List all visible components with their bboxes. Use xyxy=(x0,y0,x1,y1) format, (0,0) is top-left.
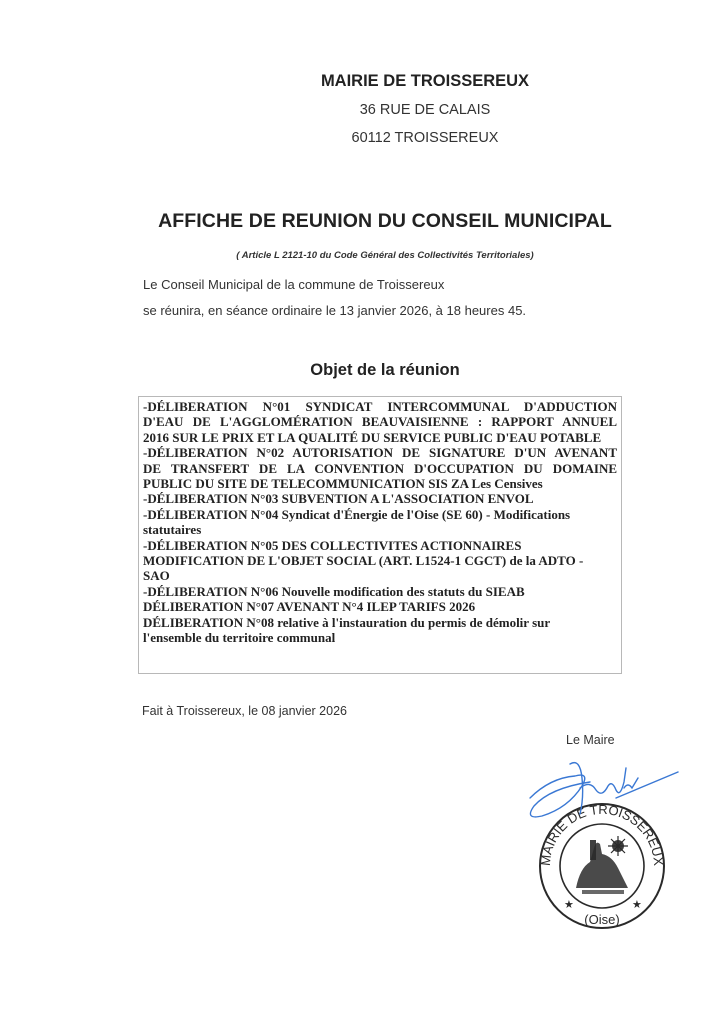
signatory-title: Le Maire xyxy=(566,733,615,747)
legal-reference: ( Article L 2121-10 du Code Général des Collectivités Territoriales) xyxy=(236,250,534,261)
stamp-svg xyxy=(520,758,690,934)
agenda-line: MODIFICATION DE L'OBJET SOCIAL (ART. L1524-1 CGCT) de la ADTO - xyxy=(143,553,584,569)
organization-name: MAIRIE DE TROISSEREUX xyxy=(320,72,530,90)
marianne-emblem-icon xyxy=(576,836,628,894)
place-and-date: Fait à Troissereux, le 08 janvier 2026 xyxy=(142,704,347,718)
intro-line-2: se réunira, en séance ordinaire le 13 janvier 2026, à 18 heures 45. xyxy=(143,303,527,318)
stamp-seal xyxy=(538,802,666,928)
agenda-line: DÉLIBERATION N°07 AVENANT N°4 ILEP TARIFS 2026 xyxy=(143,599,476,615)
star-icon: ★ xyxy=(632,899,642,911)
agenda-line: SAO xyxy=(143,568,170,584)
agenda-line: -DÉLIBERATION N°03 SUBVENTION A L'ASSOCIATION ENVOL xyxy=(143,491,534,507)
agenda-line: -DÉLIBERATION N°04 Syndicat d'Énergie de l'Oise (SE 60) - Modifications xyxy=(143,506,571,522)
intro-line-1: Le Conseil Municipal de la commune de Troissereux xyxy=(143,277,445,292)
stamp-text-top: MAIRIE DE TROISSEREUX xyxy=(537,801,667,867)
agenda-line: -DÉLIBERATION N°01 SYNDICAT INTERCOMMUNAL D'ADDUCTION xyxy=(143,399,617,414)
official-stamp-and-signature xyxy=(520,758,690,934)
agenda-line: D'EAU DE L'AGGLOMÉRATION BEAUVAISIENNE : RAPPORT ANNUEL xyxy=(143,414,617,430)
agenda-line: DE TRANSFERT DE LA CONVENTION D'OCCUPATION DU DOMAINE xyxy=(143,460,617,476)
agenda-heading: Objet de la réunion xyxy=(310,361,460,379)
document-title: AFFICHE DE REUNION DU CONSEIL MUNICIPAL xyxy=(158,210,612,232)
address-street: 36 RUE DE CALAIS xyxy=(359,102,491,118)
stamp-text-bottom: (Oise) xyxy=(584,912,620,927)
agenda-line: statutaires xyxy=(143,522,202,538)
star-icon: ★ xyxy=(564,899,574,911)
agenda-line: l'ensemble du territoire communal xyxy=(143,630,336,646)
agenda-line: -DÉLIBERATION N°06 Nouvelle modification des statuts du SIEAB xyxy=(143,583,525,599)
agenda-line: 2016 SUR LE PRIX ET LA QUALITÉ DU SERVICE PUBLIC D'EAU POTABLE xyxy=(143,429,602,445)
agenda-line: -DÉLIBERATION N°05 DES COLLECTIVITES ACTIONNAIRES xyxy=(143,537,522,553)
agenda-box xyxy=(138,396,622,674)
agenda-line: -DÉLIBERATION N°02 AUTORISATION DE SIGNATURE D'UN AVENANT xyxy=(143,445,617,461)
agenda-line: DÉLIBERATION N°08 relative à l'instauration du permis de démolir sur xyxy=(143,614,551,630)
agenda-line: PUBLIC DU SITE DE TELECOMMUNICATION SIS ZA Les Censives xyxy=(143,476,543,492)
address-city: 60112 TROISSEREUX xyxy=(351,130,499,146)
